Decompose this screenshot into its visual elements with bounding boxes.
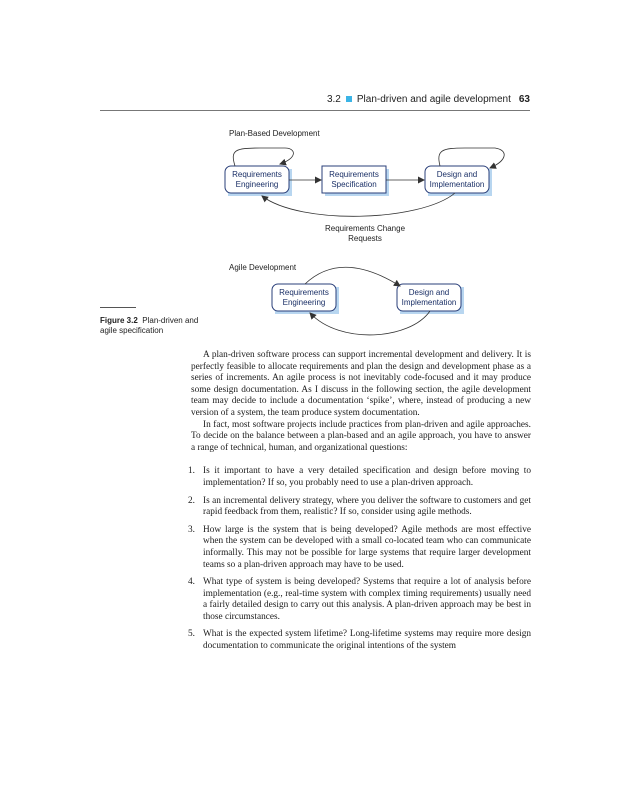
list-text: How large is the system that is being developed? Agile methods are most effective when the system can be developed with a small co-located team who can communicate informally. This may not be possible for large systems that require larger development teams so a plan-driven approach may have to be used. bbox=[203, 524, 531, 570]
plan-box-label: Requirements Engineering bbox=[232, 169, 282, 189]
plan-change-request-arc bbox=[262, 193, 455, 216]
list-text: What type of system is being developed? Systems that require a lot of analysis before implementation (e.g., real-time system with complex timing requirements) usually need a fairly detailed design to carry out this analysis. A plan-driven approach may be best in those circumstances. bbox=[203, 577, 531, 622]
plan-based-title: Plan-Based Development bbox=[229, 129, 320, 138]
caption-rule bbox=[100, 307, 136, 308]
list-text: Is it important to have a very detailed specification and design before moving to implementation? If so, you probably need to use a plan-driven approach. bbox=[203, 466, 531, 488]
list-number: 2. bbox=[188, 495, 195, 506]
agile-box-label: Requirements Engineering bbox=[279, 287, 329, 307]
list-number: 5. bbox=[188, 629, 195, 640]
section-number: 3.2 bbox=[326, 94, 341, 105]
body-text bbox=[188, 350, 531, 659]
agile-arrow-back bbox=[310, 311, 430, 335]
list-item bbox=[188, 629, 531, 652]
list-number: 3. bbox=[188, 524, 195, 535]
plan-box-label: Requirements Specification bbox=[329, 169, 379, 189]
list-number: 4. bbox=[188, 577, 195, 588]
list-item bbox=[188, 495, 531, 519]
section-title: Plan-driven and agile development bbox=[356, 94, 511, 105]
caption-label: Figure 3.2 bbox=[100, 316, 138, 325]
list-item bbox=[188, 577, 531, 623]
plan-box-label: Design and Implementation bbox=[429, 169, 485, 189]
list-text: Is an incremental delivery strategy, where you deliver the software to customers and get rapid feedback from them, realistic? If so, consider using agile methods. bbox=[203, 495, 531, 518]
paragraph: In fact, most software projects include practices from plan-driven and agile approaches. To decide on the balance between a plan-based and an agile approach, you have to answer a range of technical, human, and organizational questions: bbox=[191, 419, 531, 453]
figure-caption bbox=[100, 316, 210, 336]
list-number: 1. bbox=[188, 466, 195, 477]
change-requests-label: Requirements Change Requests bbox=[324, 224, 406, 243]
page-number: 63 bbox=[518, 94, 530, 105]
agile-title: Agile Development bbox=[229, 263, 297, 272]
plan-loop-di bbox=[439, 148, 504, 168]
agile-box-label: Design and Implementation bbox=[401, 287, 457, 307]
question-list bbox=[188, 466, 531, 652]
paragraph: A plan-driven software process can support incremental development and delivery. It is perfectly feasible to allocate requirements and plan the design and development phase as a series of increments. An agile process is not inevitably code-focused and it may produce some design documentation. As I discuss in the following section, the agile development team may decide to include a documentation ‘spike’, where, instead of producing a new version of a system, the team produce system documentation. bbox=[191, 350, 531, 418]
list-item bbox=[188, 466, 531, 489]
caption-text: Plan-driven and agile specification bbox=[100, 316, 199, 335]
list-item bbox=[188, 524, 531, 571]
plan-loop-re bbox=[233, 148, 293, 166]
list-text: What is the expected system lifetime? Long-lifetime systems may require more design documentation to communicate the original intentions of the system bbox=[203, 629, 531, 652]
